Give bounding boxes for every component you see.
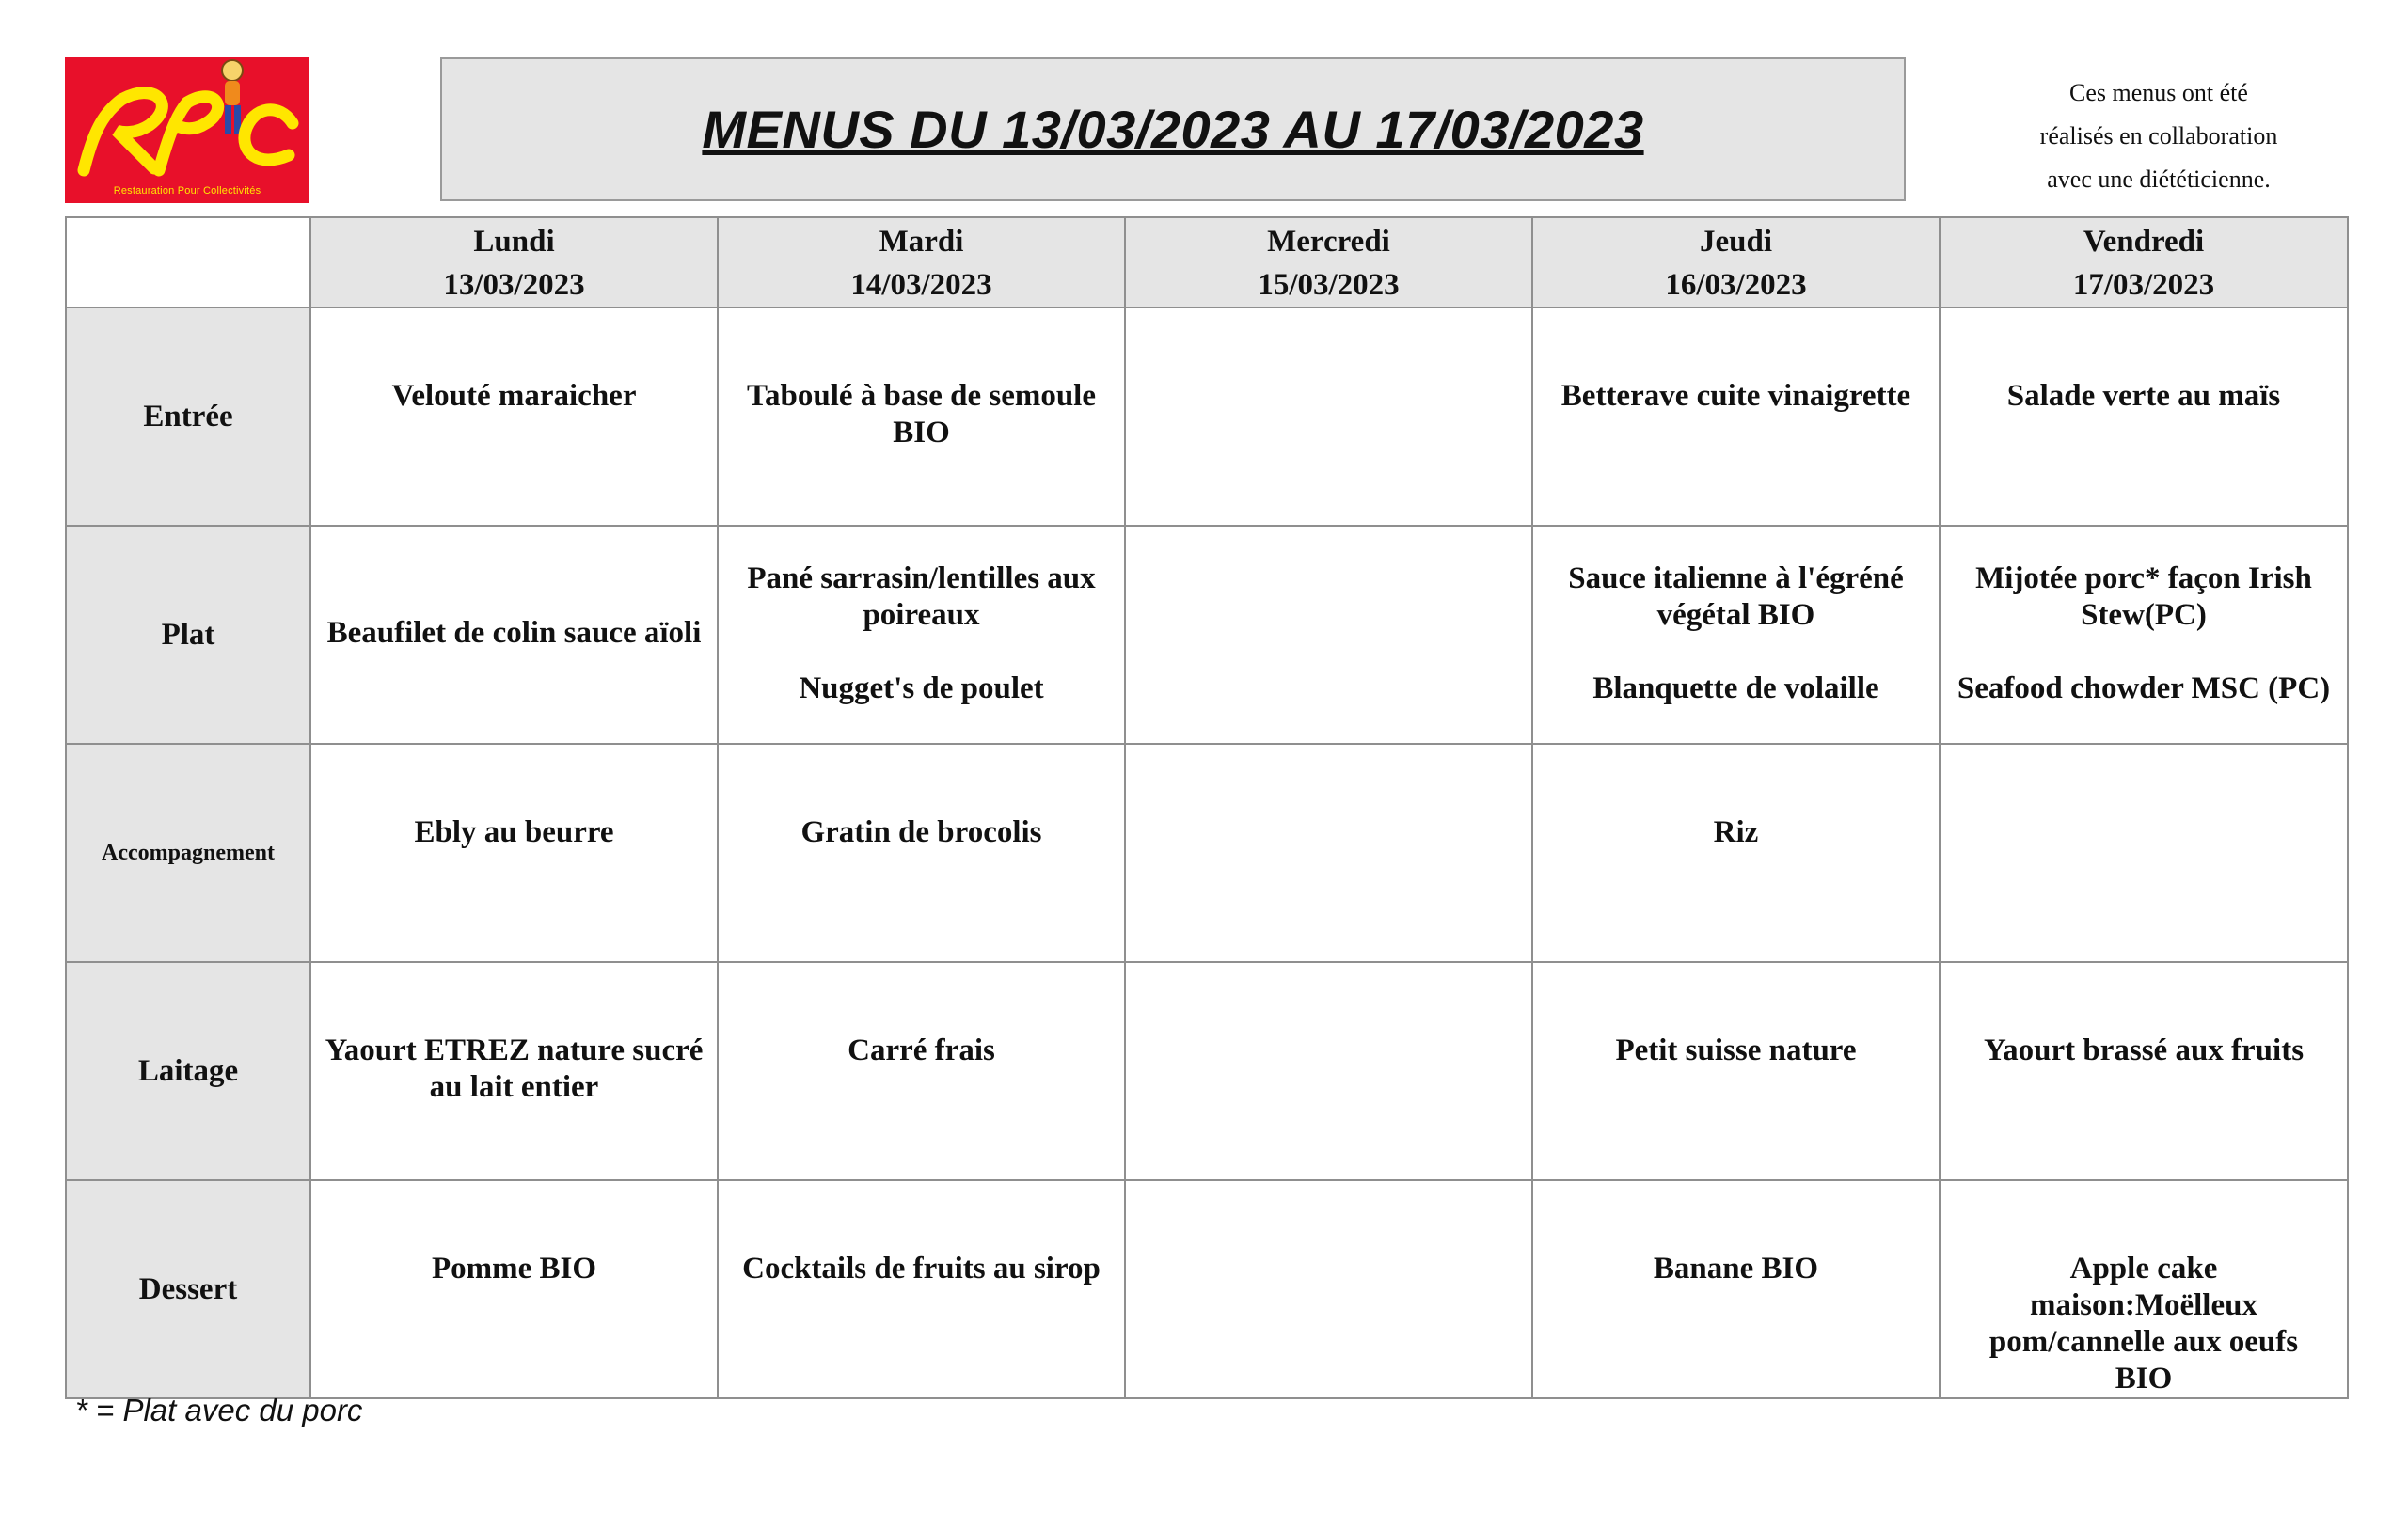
menu-cell [1940,962,2348,1180]
dish: Sauce italienne à l'égréné végétal BIO [1568,561,1904,632]
dish: Banane BIO [1653,1252,1819,1285]
dish: Taboulé à base de semoule BIO [747,379,1096,449]
menu-cell [718,744,1125,962]
menu-row-plat [66,526,2348,744]
menu-cell [1532,962,1940,1180]
menu-cell [1940,526,2348,744]
day-header-tuesday [718,217,1125,308]
menu-cell [1940,1180,2348,1398]
day-header-monday [310,217,718,308]
row-label-entree: Entrée [66,308,310,526]
day-name: Lundi [473,225,555,259]
menu-cell-empty [1125,308,1532,526]
menu-cell [718,962,1125,1180]
menu-cell [718,1180,1125,1398]
dish: Carré frais [848,1033,995,1067]
dish: Nugget's de poulet [799,671,1044,705]
menu-cell [1532,744,1940,962]
row-label-dessert: Dessert [66,1180,310,1398]
menu-cell-empty [1125,962,1532,1180]
menu-cell-empty [1125,1180,1532,1398]
day-header-thursday [1532,217,1940,308]
day-date: 13/03/2023 [443,268,585,302]
pork-footnote: * = Plat avec du porc [75,1393,363,1427]
dish: Yaourt ETREZ nature sucré au lait entier [325,1033,704,1104]
day-date: 14/03/2023 [850,268,992,302]
dish: Riz [1713,815,1759,849]
menu-row-laitage [66,962,2348,1180]
menu-cell [310,1180,718,1398]
dish: Mijotée porc* façon Irish Stew(PC) [1975,561,2312,632]
dish: Apple cake maison:Moëlleux pom/cannelle aux oeufs BIO [1988,1252,2299,1396]
menu-cell [310,962,718,1180]
menu-cell [310,744,718,962]
dish-spacer [1948,634,2339,670]
rpc-logo-mark [65,57,309,203]
menu-cell [1532,1180,1940,1398]
day-name: Mercredi [1267,225,1390,259]
row-label-accompagnement: Accompagnement [66,744,310,962]
dish: Cocktails de fruits au sirop [742,1252,1101,1285]
day-name: Mardi [879,225,964,259]
day-date: 16/03/2023 [1665,268,1807,302]
page-title: MENUS DU 13/03/2023 AU 17/03/2023 [702,100,1644,159]
menu-cell [718,526,1125,744]
day-header-wednesday [1125,217,1532,308]
dish-spacer [726,634,1117,670]
dish: Beaufilet de colin sauce aïoli [326,616,702,650]
dish: Petit suisse nature [1615,1033,1857,1067]
dish: Pomme BIO [431,1252,597,1285]
dish: Blanquette de volaille [1592,671,1879,705]
dish-spacer [1541,634,1931,670]
menu-cell [310,526,718,744]
menu-cell [718,308,1125,526]
row-label-plat: Plat [66,526,310,744]
logo-tagline: Restauration Pour Collectivités [113,185,261,197]
note-line-3: avec une diététicienne. [2047,166,2271,193]
day-date: 15/03/2023 [1258,268,1400,302]
dish: Seafood chowder MSC (PC) [1956,671,2331,705]
dish: Yaourt brassé aux fruits [1983,1033,2305,1067]
menu-cell-empty [1940,744,2348,962]
rpc-logo [65,57,309,203]
dish: Pané sarrasin/lentilles aux poireaux [747,561,1096,632]
menu-row-accompagnement [66,744,2348,962]
day-header-friday [1940,217,2348,308]
menu-cell [310,308,718,526]
menu-table [65,216,2349,1399]
menu-cell-empty [1125,526,1532,744]
day-date: 17/03/2023 [2072,268,2215,302]
dish: Gratin de brocolis [800,815,1042,849]
header-corner [66,217,310,308]
dish: Betterave cuite vinaigrette [1560,379,1911,413]
day-name: Jeudi [1699,225,1773,259]
note-line-2: réalisés en collaboration [2039,122,2278,150]
day-name: Vendredi [2083,225,2205,259]
menu-row-dessert [66,1180,2348,1398]
dish: Salade verte au maïs [2006,379,2281,413]
dish: Velouté maraicher [391,379,637,413]
menu-cell-empty [1125,744,1532,962]
menu-row-entree [66,308,2348,526]
dish: Ebly au beurre [414,815,614,849]
menu-cell [1532,526,1940,744]
menu-cell [1532,308,1940,526]
note-line-1: Ces menus ont été [2069,79,2248,106]
title-box [440,57,1906,201]
row-label-laitage: Laitage [66,962,310,1180]
dietitian-note [1947,71,2370,201]
menu-cell [1940,308,2348,526]
day-header-row [66,217,2348,308]
